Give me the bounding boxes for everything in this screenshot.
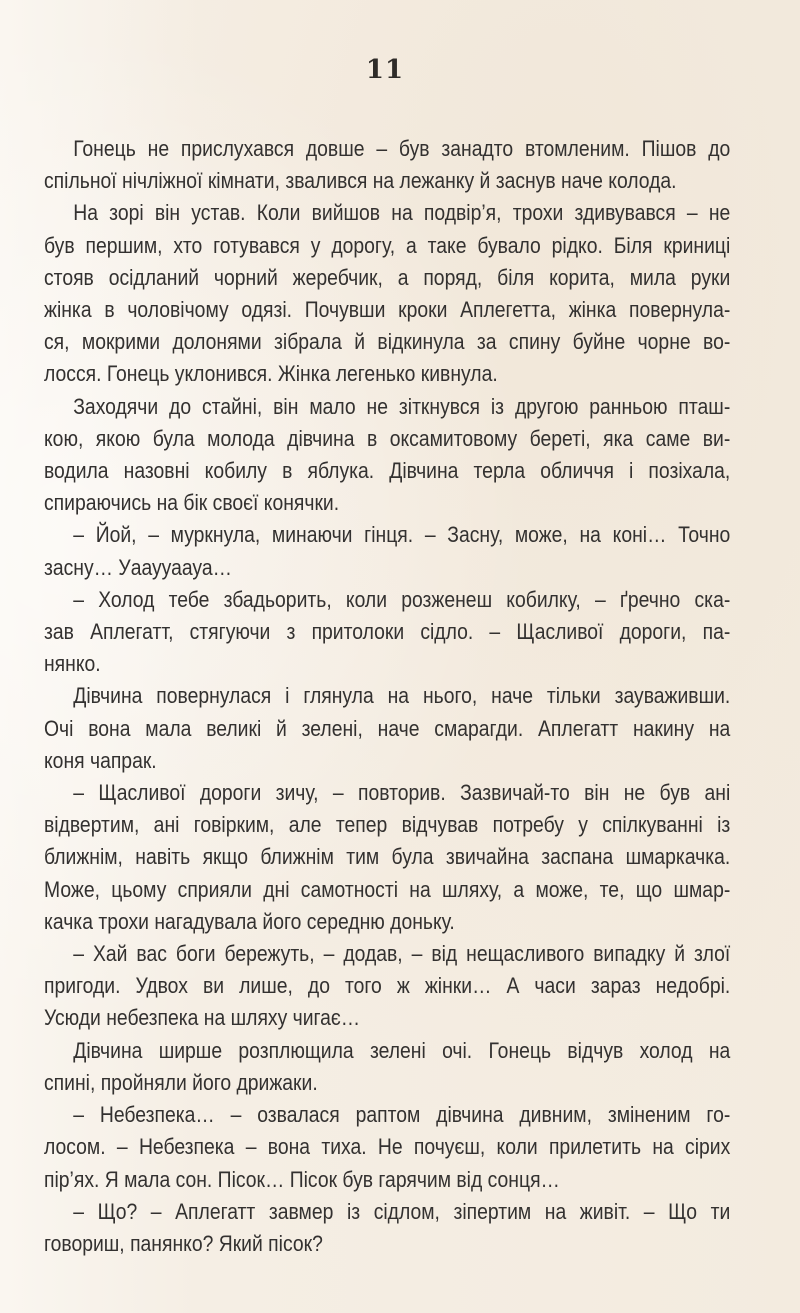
paragraph <box>44 584 730 681</box>
text-line: – Холод тебе збадьорить, коли розженеш кобилку, – ґречно ска- <box>73 586 731 612</box>
paragraph <box>44 519 730 583</box>
text-line: Заходячи до стайні, він мало не зіткнувся із другою ранньою пташ- <box>73 393 731 419</box>
text-line: спині, пройняли його дрижаки. <box>44 1069 318 1095</box>
paragraph <box>44 680 730 777</box>
text-line: Усюди небезпека на шляху чигає… <box>44 1005 361 1031</box>
text-line: жінка в чоловічому одязі. Почувши кроки Аплегетта, жінка повернула- <box>44 297 731 323</box>
text-line: – Що? – Аплегатт завмер із сідлом, зіпертим на живіт. – Що ти <box>73 1198 731 1224</box>
paragraph <box>44 133 730 197</box>
paragraph <box>44 1196 730 1260</box>
paragraph <box>44 391 730 520</box>
text-line: – Йой, – муркнула, минаючи гінця. – Засну, може, на коні… Точно <box>73 522 731 548</box>
text-line: пригоди. Удвох ви лише, до того ж жінки… А часи зараз недобрі. <box>44 973 731 999</box>
text-line: стояв осідланий чорний жеребчик, а поряд, біля корита, мила руки <box>44 264 731 290</box>
text-line: – Щасливої дороги зичу, – повторив. Зазвичай-то він не був ані <box>73 780 731 806</box>
paragraph <box>44 1035 730 1099</box>
body-text <box>44 133 730 1260</box>
text-line: говориш, панянко? Який пісок? <box>44 1230 323 1256</box>
text-line: відвертим, ані говірким, але тепер відчував потребу у спілкуванні із <box>44 812 731 838</box>
paragraph <box>44 938 730 1035</box>
text-line: спираючись на бік своєї конячки. <box>44 490 340 516</box>
text-line: спільної нічліжної кімнати, звалився на лежанку й заснув наче колода. <box>44 168 677 194</box>
text-line: коня чапрак. <box>44 747 157 773</box>
text-line: зав Аплегатт, стягуючи з притолоки сідло. – Щасливої дороги, па- <box>44 619 731 645</box>
text-line: – Небезпека… – озвалася раптом дівчина дивним, зміненим го- <box>73 1102 731 1128</box>
paragraph <box>44 197 730 390</box>
text-line: ся, мокрими долонями зібрала й відкинула за спину буйне чорне во- <box>44 329 731 355</box>
text-line: лосся. Гонець уклонився. Жінка легенько кивнула. <box>44 361 498 387</box>
text-line: качка трохи нагадувала його середню доньку. <box>44 908 455 934</box>
text-line: ближнім, навіть якщо ближнім тим була звичайна заспана шмаркачка. <box>44 844 731 870</box>
text-line: Гонець не прислухався довше – був занадто втомленим. Пішов до <box>73 136 731 161</box>
text-line: На зорі він устав. Коли вийшов на подвір’я, трохи здивувався – не <box>73 200 731 226</box>
text-line: – Хай вас боги бережуть, – додав, – від нещасливого випадку й злої <box>73 941 731 967</box>
text-line: Очі вона мала великі й зелені, наче смарагди. Аплегатт накину на <box>44 715 731 741</box>
paragraph <box>44 777 730 938</box>
text-line: пір’ях. Я мала сон. Пісок… Пісок був гарячим від сонця… <box>44 1166 560 1192</box>
text-line: Дівчина повернулася і глянула на нього, наче тільки зауваживши. <box>73 683 731 709</box>
text-line: Може, цьому сприяли дні самотності на шляху, а може, те, що шмар- <box>44 876 731 902</box>
text-line: був першим, хто готувався у дорогу, а таке бувало рідко. Біля криниці <box>44 232 731 258</box>
page-number: 11 <box>365 55 405 85</box>
text-line: Дівчина ширше розплющила зелені очі. Гонець відчув холод на <box>73 1037 731 1063</box>
paragraph <box>44 1099 730 1196</box>
text-line: водила назовні кобилу в яблука. Дівчина терла обличчя і позіхала, <box>44 458 731 484</box>
text-line: лосом. – Небезпека – вона тиха. Не почуєш, коли прилетить на сірих <box>44 1134 731 1160</box>
text-line: засну… Уааууаауа… <box>44 554 233 580</box>
text-line: кою, якою була молода дівчина в оксамитовому береті, яка саме ви- <box>44 425 731 451</box>
text-line: нянко. <box>44 651 101 677</box>
